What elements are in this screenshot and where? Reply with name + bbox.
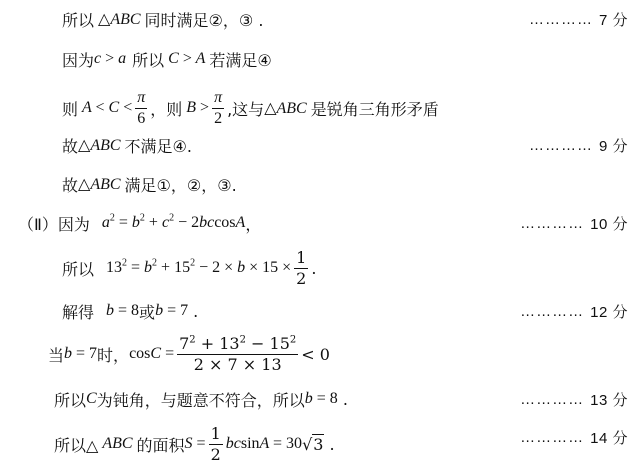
math-substitution: $13^2 = b^2 + 15^2 - 2 \times b \times 15$ × — [106, 257, 292, 276]
solution-line-3: 则 A < C < $\frac{\pi}{6}$ ，则 B > $\frac{\pi}{2}$ ,这与 △ABC 是锐角三角形矛盾 — [62, 88, 439, 127]
solution-line-5: 故 △ABC 满足①，②，③. — [62, 175, 237, 195]
fraction-one-half: $\frac{1}{2}$ — [296, 247, 307, 288]
score-label: ………… 14 分 — [520, 428, 628, 447]
fraction-pi-over-2: $\frac{\pi}{2}$ — [214, 88, 223, 127]
text-suoyi: 所以 — [62, 10, 95, 30]
solution-line-1 — [0, 4, 640, 34]
solution-line-4: 故 △ABC 不满足④. ………… 9 分 — [0, 130, 640, 160]
solution-line-6: （Ⅱ）因为 $a^2 = b^2 + c^2 - 2bccosA$ ， ………… 10 分 — [0, 208, 640, 238]
text-satisfies: 同时满足②，③ . — [144, 10, 264, 30]
score-label: ………… 12 分 — [520, 302, 628, 321]
score-label: ………… 10 分 — [520, 214, 628, 233]
solution-line-8: 解得 b = 8 或 b = 7 . ………… 12 分 — [0, 296, 640, 326]
math-A-lt-C-lt-pi6: A < C < — [78, 99, 133, 116]
math-c-gt-a: c > a — [94, 50, 127, 67]
part-ii-label: （Ⅱ）因为 — [18, 214, 90, 234]
fraction-pi-over-6: $\frac{\pi}{6}$ — [137, 88, 146, 127]
math-area-formula: bcsinA = 30 — [225, 435, 303, 452]
score-label: ………… 9 分 — [528, 136, 628, 155]
sqrt-3: √ 3 — [302, 435, 324, 454]
solution-line-7: 所以 $13^2 = b^2 + 15^2 - 2 \times b \times 15$ × $\frac{1}{2}$ . — [62, 247, 317, 288]
score-label: ………… 13 分 — [520, 390, 628, 409]
solution-line-10: 所以 C 为钝角，与题意不符合，所以 b = 8 . ………… 13 分 — [0, 384, 640, 414]
solution-line-11: 所以△ ABC 的面积 S = $\frac{1}{2}$ bcsinA = 30 √ 3 . ………… 14 分 — [54, 423, 628, 464]
math-triangle-abc: △ABC — [94, 11, 145, 28]
fraction-one-half-area: $\frac{1}{2}$ — [210, 423, 221, 464]
math-law-of-cosines: $a^2 = b^2 + c^2 - 2bccosA$ — [101, 212, 246, 231]
solution-line-2: 因为 c > a 所以 C > A 若满足④ — [62, 50, 272, 70]
math-C-gt-A: C > A — [164, 50, 210, 67]
score-label: ………… 7 分 — [528, 10, 628, 29]
math-B-gt-pi2: B > — [182, 99, 210, 116]
fraction-cosc: $\frac{7^2 + 13^2 - 15^2}{2 \times 7 \times 13}$ — [179, 333, 297, 374]
solution-line-9: 当 b = 7 时， cosC = $\frac{7^2 + 13^2 - 15^2}{2 \times 7 \times 13}$ < 0 — [48, 333, 330, 374]
